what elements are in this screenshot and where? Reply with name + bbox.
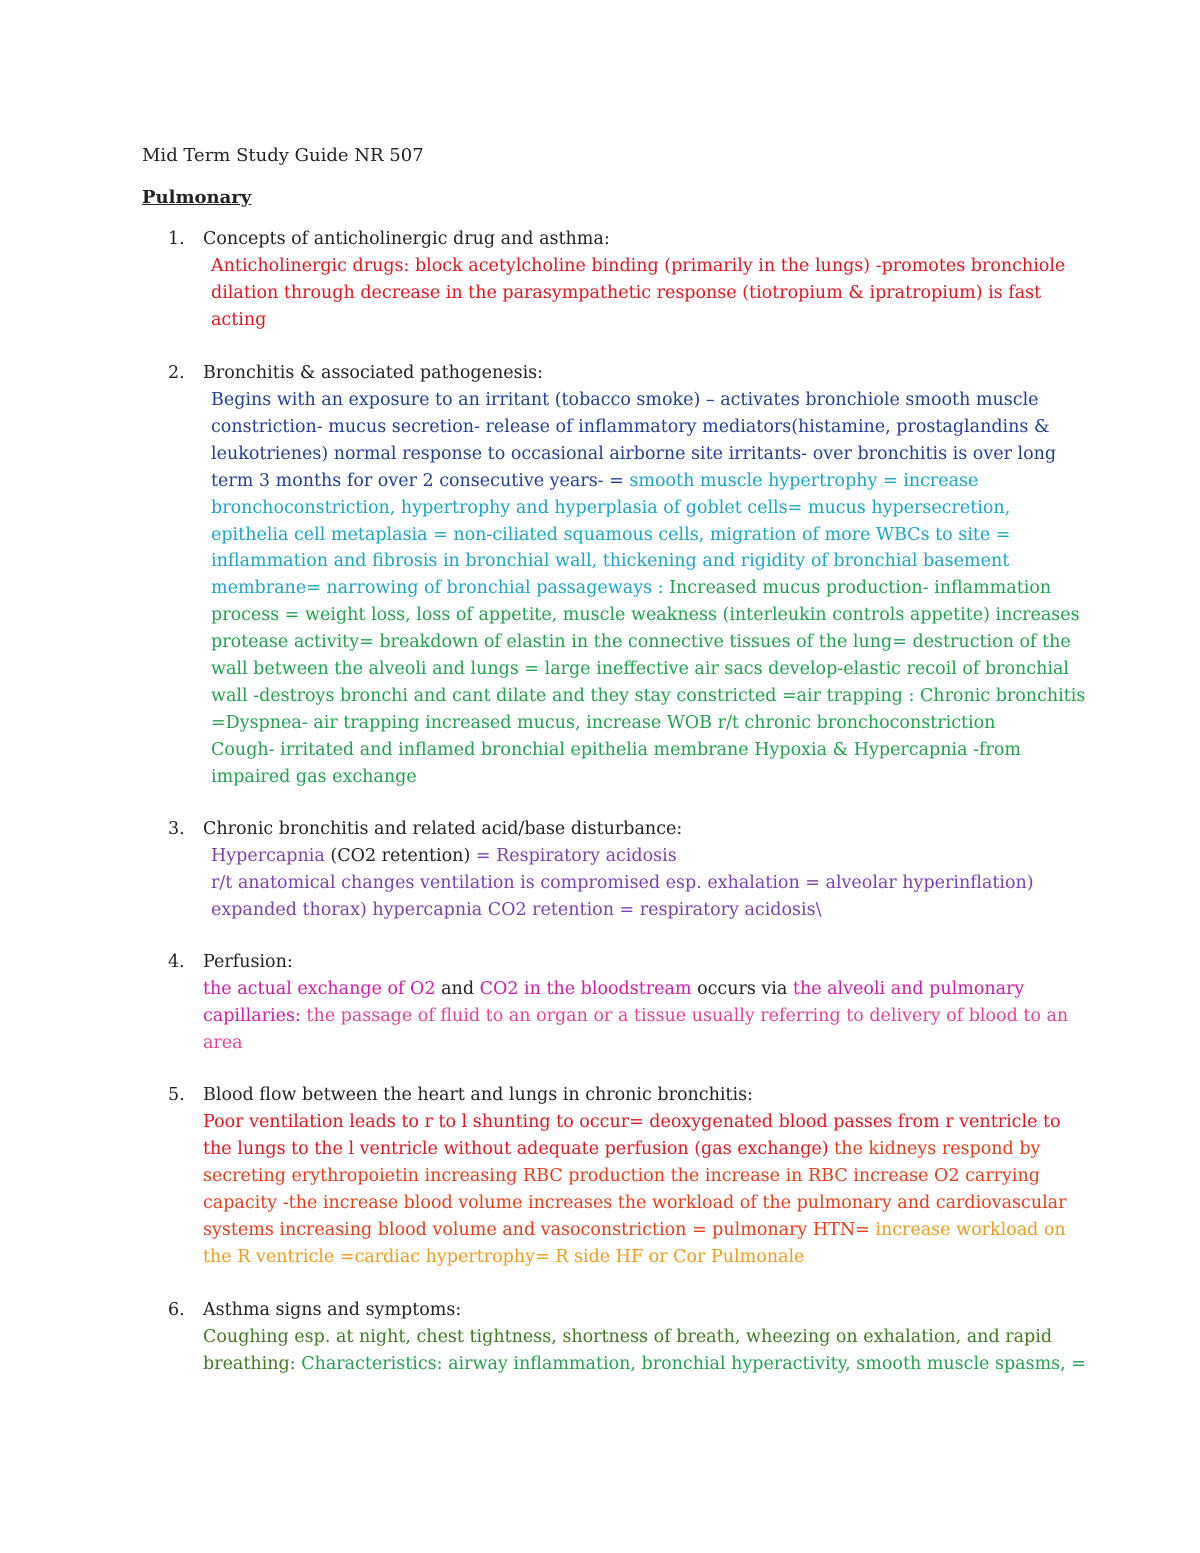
answer-line [203, 976, 1068, 1003]
answer-line [211, 870, 1068, 897]
answer-text: leukotrienes) normal response to occasional airborne site irritants- over bronchitis is over long [211, 443, 1057, 464]
answer-text: acting [211, 309, 267, 330]
answer-text: the passage of fluid to an organ or a tissue usually referring to delivery of blood to an [306, 1005, 1069, 1026]
question-3 [168, 816, 1068, 924]
answer-text: protease activity= breakdown of elastin in the connective tissues of the lung= destruction of the [211, 632, 1071, 653]
answer-block [211, 253, 1068, 334]
question-number: 6. [168, 1300, 185, 1320]
answer-line [211, 683, 1086, 710]
question-number: 1. [168, 229, 185, 249]
answer-line [203, 1217, 1068, 1244]
answer-line [211, 737, 1068, 764]
answer-text: Characteristics: airway inflammation, bronchial hyperactivity, smooth muscle spasms, = [301, 1353, 1086, 1374]
answer-line [211, 843, 1068, 870]
answer-text: CO2 in the bloodstream [479, 979, 698, 999]
answer-line [211, 280, 1068, 307]
answer-text: increase workload on [875, 1219, 1066, 1240]
answer-line [211, 656, 1068, 683]
answer-text: bronchoconstriction, hypertrophy and hyperplasia of goblet cells= mucus hypersecretion, [211, 497, 1011, 518]
answer-text: =Dyspnea- air trapping increased mucus, increase WOB r/t chronic bronchoconstriction [211, 712, 996, 733]
answer-line [203, 1136, 1068, 1163]
answer-text: constriction- mucus secretion- release of inflammatory mediators(histamine, prostaglandins & [211, 416, 1050, 437]
answer-line [211, 387, 1068, 414]
answer-line [203, 1163, 1068, 1190]
answer-text: Anticholinergic drugs: block acetylcholine binding (primarily in the lungs) -promotes bronchiole [211, 256, 1066, 276]
answer-line [211, 897, 1068, 924]
answer-text: Increased mucus production- inflammation [669, 578, 1052, 599]
question-5 [168, 1082, 1068, 1270]
answer-line [211, 468, 1068, 495]
answer-text: expanded thorax) hypercapnia CO2 retention = respiratory acidosis\ [211, 899, 822, 920]
answer-text: capillaries: [203, 1005, 307, 1026]
answer-line [211, 575, 1068, 602]
answer-block [211, 843, 1068, 924]
answer-line [203, 1003, 1068, 1030]
answer-text: the R ventricle =cardiac hypertrophy= R side HF or Cor Pulmonale [203, 1246, 805, 1267]
answer-text: occurs via [697, 979, 793, 999]
answer-line [203, 1030, 1068, 1057]
answer-text: smooth muscle hypertrophy = increase [629, 470, 979, 491]
answer-text: Poor ventilation leads to r to l shunting to occur= deoxygenated blood passes from r ventricle to [203, 1112, 1061, 1132]
answer-line [211, 602, 1080, 629]
answer-line [211, 764, 1068, 791]
question-number: 2. [168, 363, 185, 383]
answer-line [203, 1190, 1068, 1217]
answer-text: impaired gas exchange [211, 766, 417, 787]
answer-text: process = weight loss, loss of appetite, muscle weakness (interleukin controls appetite) increases [211, 605, 1080, 626]
answer-text: the actual exchange of O2 [203, 979, 442, 999]
question-prompt: Blood flow between the heart and lungs in chronic bronchitis: [203, 1085, 753, 1105]
answer-line [211, 414, 1068, 441]
answer-text: Begins with an exposure to an irritant (tobacco smoke) – activates bronchiole smooth muscle [211, 390, 1039, 410]
answer-text: wall -destroys bronchi and cant dilate and they stay constricted =air trapping : Chronic bronchitis [211, 685, 1086, 706]
answer-text: (CO2 retention) [330, 846, 471, 866]
answer-line [211, 307, 1068, 334]
question-prompt: Bronchitis & associated pathogenesis: [203, 363, 544, 383]
answer-text: inflammation and fibrosis in bronchial wall, thickening and rigidity of bronchial basement [211, 551, 1010, 572]
question-6 [168, 1297, 1086, 1378]
answer-line [211, 522, 1068, 549]
answer-line [211, 495, 1068, 522]
answer-block [203, 976, 1068, 1057]
answer-text: systems increasing blood volume and vasoconstriction = pulmonary HTN= [203, 1219, 876, 1240]
answer-text: dilation through decrease in the parasympathetic response (tiotropium & ipratropium) is fast [211, 282, 1042, 303]
question-1 [168, 226, 1068, 334]
answer-text: breathing: [203, 1353, 302, 1374]
answer-block [203, 1109, 1068, 1270]
answer-text: membrane= narrowing of bronchial passageways : [211, 578, 670, 599]
answer-text: capacity -the increase blood volume increases the workload of the pulmonary and cardiovascular [203, 1192, 1067, 1213]
answer-line [211, 548, 1068, 575]
answer-text: and [441, 979, 480, 999]
answer-text: Hypercapnia [211, 846, 331, 866]
question-4 [168, 949, 1068, 1057]
answer-text: the lungs to the l ventricle without adequate perfusion (gas exchange) [203, 1138, 835, 1159]
question-prompt: Chronic bronchitis and related acid/base disturbance: [203, 819, 683, 839]
answer-block [203, 1324, 1086, 1378]
answer-text: secreting erythropoietin increasing RBC production the increase in RBC increase O2 carrying [203, 1165, 1041, 1186]
answer-text: the kidneys respond by [834, 1138, 1041, 1159]
answer-text: epithelia cell metaplasia = non-ciliated squamous cells, migration of more WBCs to site = [211, 524, 1011, 545]
document-title: Mid Term Study Guide NR 507 [142, 145, 424, 166]
answer-line [211, 710, 1068, 737]
answer-line [203, 1109, 1068, 1136]
answer-line [203, 1244, 1068, 1271]
question-number: 4. [168, 952, 185, 972]
answer-text: r/t anatomical changes ventilation is compromised esp. exhalation = alveolar hyperinflation) [211, 872, 1034, 893]
answer-text: the alveoli and pulmonary [792, 979, 1025, 999]
answer-text: area [203, 1032, 243, 1053]
question-prompt: Perfusion: [203, 952, 293, 972]
answer-line [203, 1351, 1086, 1378]
section-heading: Pulmonary [142, 187, 252, 208]
answer-line [211, 629, 1071, 656]
answer-line [203, 1324, 1068, 1351]
answer-text: = Respiratory acidosis [470, 846, 677, 866]
question-2 [168, 360, 1086, 791]
answer-text: wall between the alveoli and lungs = large ineffective air sacs develop-elastic recoil of bronchial [211, 659, 1070, 680]
question-prompt: Concepts of anticholinergic drug and asthma: [203, 229, 610, 249]
question-number: 5. [168, 1085, 185, 1105]
answer-line [211, 441, 1068, 468]
answer-text: Coughing esp. at night, chest tightness, shortness of breath, wheezing on exhalation, and rapid [203, 1327, 1053, 1347]
question-number: 3. [168, 819, 185, 839]
answer-text: Cough- irritated and inflamed bronchial epithelia membrane Hypoxia & Hypercapnia -from [211, 739, 1021, 760]
answer-line [211, 253, 1068, 280]
question-prompt: Asthma signs and symptoms: [203, 1300, 462, 1320]
answer-block [211, 387, 1086, 791]
answer-text: term 3 months for over 2 consecutive years- = [211, 470, 630, 491]
